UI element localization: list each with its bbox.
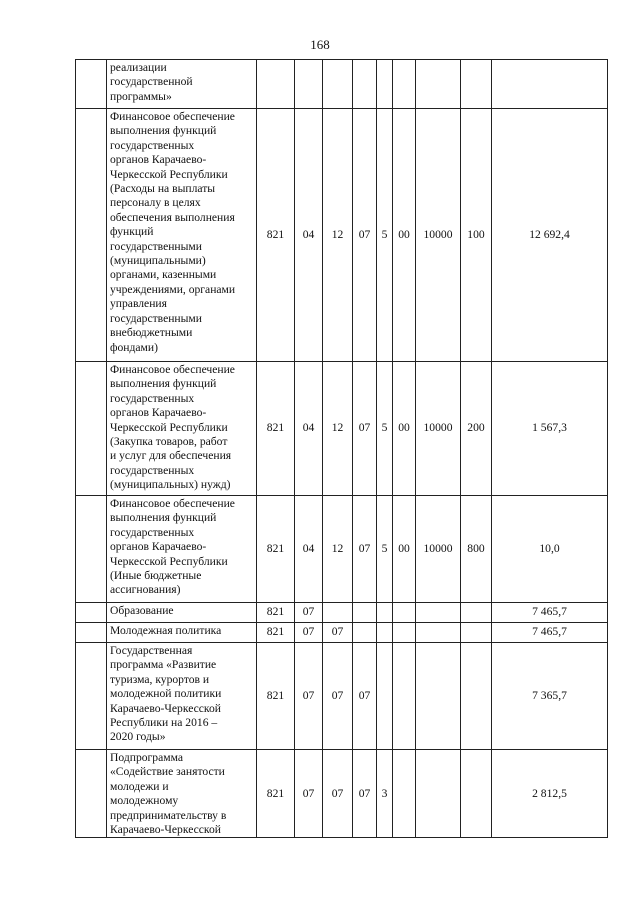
ministry-code-cell: 821 [257, 362, 295, 496]
ministry-code-cell: 821 [257, 109, 295, 362]
expense-type-cell [461, 60, 492, 109]
line-item-name: Финансовое обеспечение выполнения функций государственных органов Карачаево- Черкесской Республики (Расходы на выплаты персоналу в целях обеспечения выполнения функций государственными (муниципальными) органами, казенными учреждениями, органами управления государственными внебюджетными фондами) [107, 109, 257, 362]
amount-cell: 7 365,7 [492, 643, 608, 750]
table-row [76, 362, 608, 496]
subprogram-code-cell [377, 60, 393, 109]
table-row [76, 750, 608, 838]
section-code-cell: 07 [295, 643, 323, 750]
subsection-code-cell: 12 [323, 109, 353, 362]
expense-type-cell [461, 603, 492, 623]
subsection-code-cell: 12 [323, 362, 353, 496]
line-item-name: Финансовое обеспечение выполнения функций государственных органов Карачаево- Черкесской Республики (Закупка товаров, работ и услуг для обеспечения государственных (муниципальных) нужд) [107, 362, 257, 496]
subsection-code-cell: 07 [323, 750, 353, 838]
subprogram-code-cell [377, 603, 393, 623]
direction-code-cell [393, 750, 416, 838]
subprogram-code-cell: 3 [377, 750, 393, 838]
line-item-name: Образование [107, 603, 257, 623]
section-code-cell: 07 [295, 750, 323, 838]
subprogram-code-cell: 5 [377, 496, 393, 603]
section-code-cell: 07 [295, 603, 323, 623]
program-code-cell: 07 [353, 496, 377, 603]
expense-type-cell: 100 [461, 109, 492, 362]
ministry-code-cell [257, 60, 295, 109]
section-code-cell: 04 [295, 109, 323, 362]
expense-type-cell: 800 [461, 496, 492, 603]
amount-cell: 7 465,7 [492, 623, 608, 643]
table-row [76, 496, 608, 603]
direction-code-cell [393, 603, 416, 623]
direction-code-cell [393, 623, 416, 643]
expense-code-cell [416, 643, 461, 750]
row-index-cell [76, 750, 107, 838]
line-item-name: Молодежная политика [107, 623, 257, 643]
expense-code-cell: 10000 [416, 109, 461, 362]
row-index-cell [76, 643, 107, 750]
expense-type-cell: 200 [461, 362, 492, 496]
line-item-name: Финансовое обеспечение выполнения функций государственных органов Карачаево- Черкесской Республики (Иные бюджетные ассигнования) [107, 496, 257, 603]
row-index-cell [76, 496, 107, 603]
table-row [76, 109, 608, 362]
line-item-name: реализации государственной программы» [107, 60, 257, 109]
direction-code-cell: 00 [393, 496, 416, 603]
program-code-cell [353, 60, 377, 109]
table-row [76, 60, 608, 109]
expense-type-cell [461, 623, 492, 643]
row-index-cell [76, 60, 107, 109]
amount-cell: 2 812,5 [492, 750, 608, 838]
amount-cell [492, 60, 608, 109]
ministry-code-cell: 821 [257, 603, 295, 623]
ministry-code-cell: 821 [257, 643, 295, 750]
row-index-cell [76, 362, 107, 496]
expense-type-cell [461, 643, 492, 750]
program-code-cell: 07 [353, 109, 377, 362]
row-index-cell [76, 603, 107, 623]
subprogram-code-cell [377, 643, 393, 750]
ministry-code-cell: 821 [257, 623, 295, 643]
program-code-cell: 07 [353, 750, 377, 838]
program-code-cell [353, 623, 377, 643]
direction-code-cell: 00 [393, 109, 416, 362]
direction-code-cell: 00 [393, 362, 416, 496]
expense-code-cell: 10000 [416, 496, 461, 603]
subsection-code-cell: 12 [323, 496, 353, 603]
section-code-cell [295, 60, 323, 109]
expense-code-cell: 10000 [416, 362, 461, 496]
line-item-name: Подпрограмма «Содействие занятости молодежи и молодежному предпринимательству в Карачаево-Черкесской [107, 750, 257, 838]
row-index-cell [76, 623, 107, 643]
direction-code-cell [393, 643, 416, 750]
program-code-cell: 07 [353, 362, 377, 496]
expense-code-cell [416, 623, 461, 643]
expense-code-cell [416, 60, 461, 109]
subprogram-code-cell: 5 [377, 362, 393, 496]
subprogram-code-cell [377, 623, 393, 643]
line-item-name: Государственная программа «Развитие туризма, курортов и молодежной политики Карачаево-Черкесской Республики на 2016 – 2020 годы» [107, 643, 257, 750]
amount-cell: 1 567,3 [492, 362, 608, 496]
section-code-cell: 04 [295, 496, 323, 603]
table-row [76, 643, 608, 750]
subsection-code-cell [323, 603, 353, 623]
expense-type-cell [461, 750, 492, 838]
table-row [76, 603, 608, 623]
program-code-cell: 07 [353, 643, 377, 750]
amount-cell: 7 465,7 [492, 603, 608, 623]
subsection-code-cell [323, 60, 353, 109]
program-code-cell [353, 603, 377, 623]
subsection-code-cell: 07 [323, 623, 353, 643]
subprogram-code-cell: 5 [377, 109, 393, 362]
expense-code-cell [416, 603, 461, 623]
page-number: 168 [310, 37, 330, 52]
amount-cell: 12 692,4 [492, 109, 608, 362]
budget-table [75, 59, 608, 838]
section-code-cell: 07 [295, 623, 323, 643]
expense-code-cell [416, 750, 461, 838]
subsection-code-cell: 07 [323, 643, 353, 750]
row-index-cell [76, 109, 107, 362]
ministry-code-cell: 821 [257, 750, 295, 838]
amount-cell: 10,0 [492, 496, 608, 603]
section-code-cell: 04 [295, 362, 323, 496]
direction-code-cell [393, 60, 416, 109]
table-row [76, 623, 608, 643]
ministry-code-cell: 821 [257, 496, 295, 603]
